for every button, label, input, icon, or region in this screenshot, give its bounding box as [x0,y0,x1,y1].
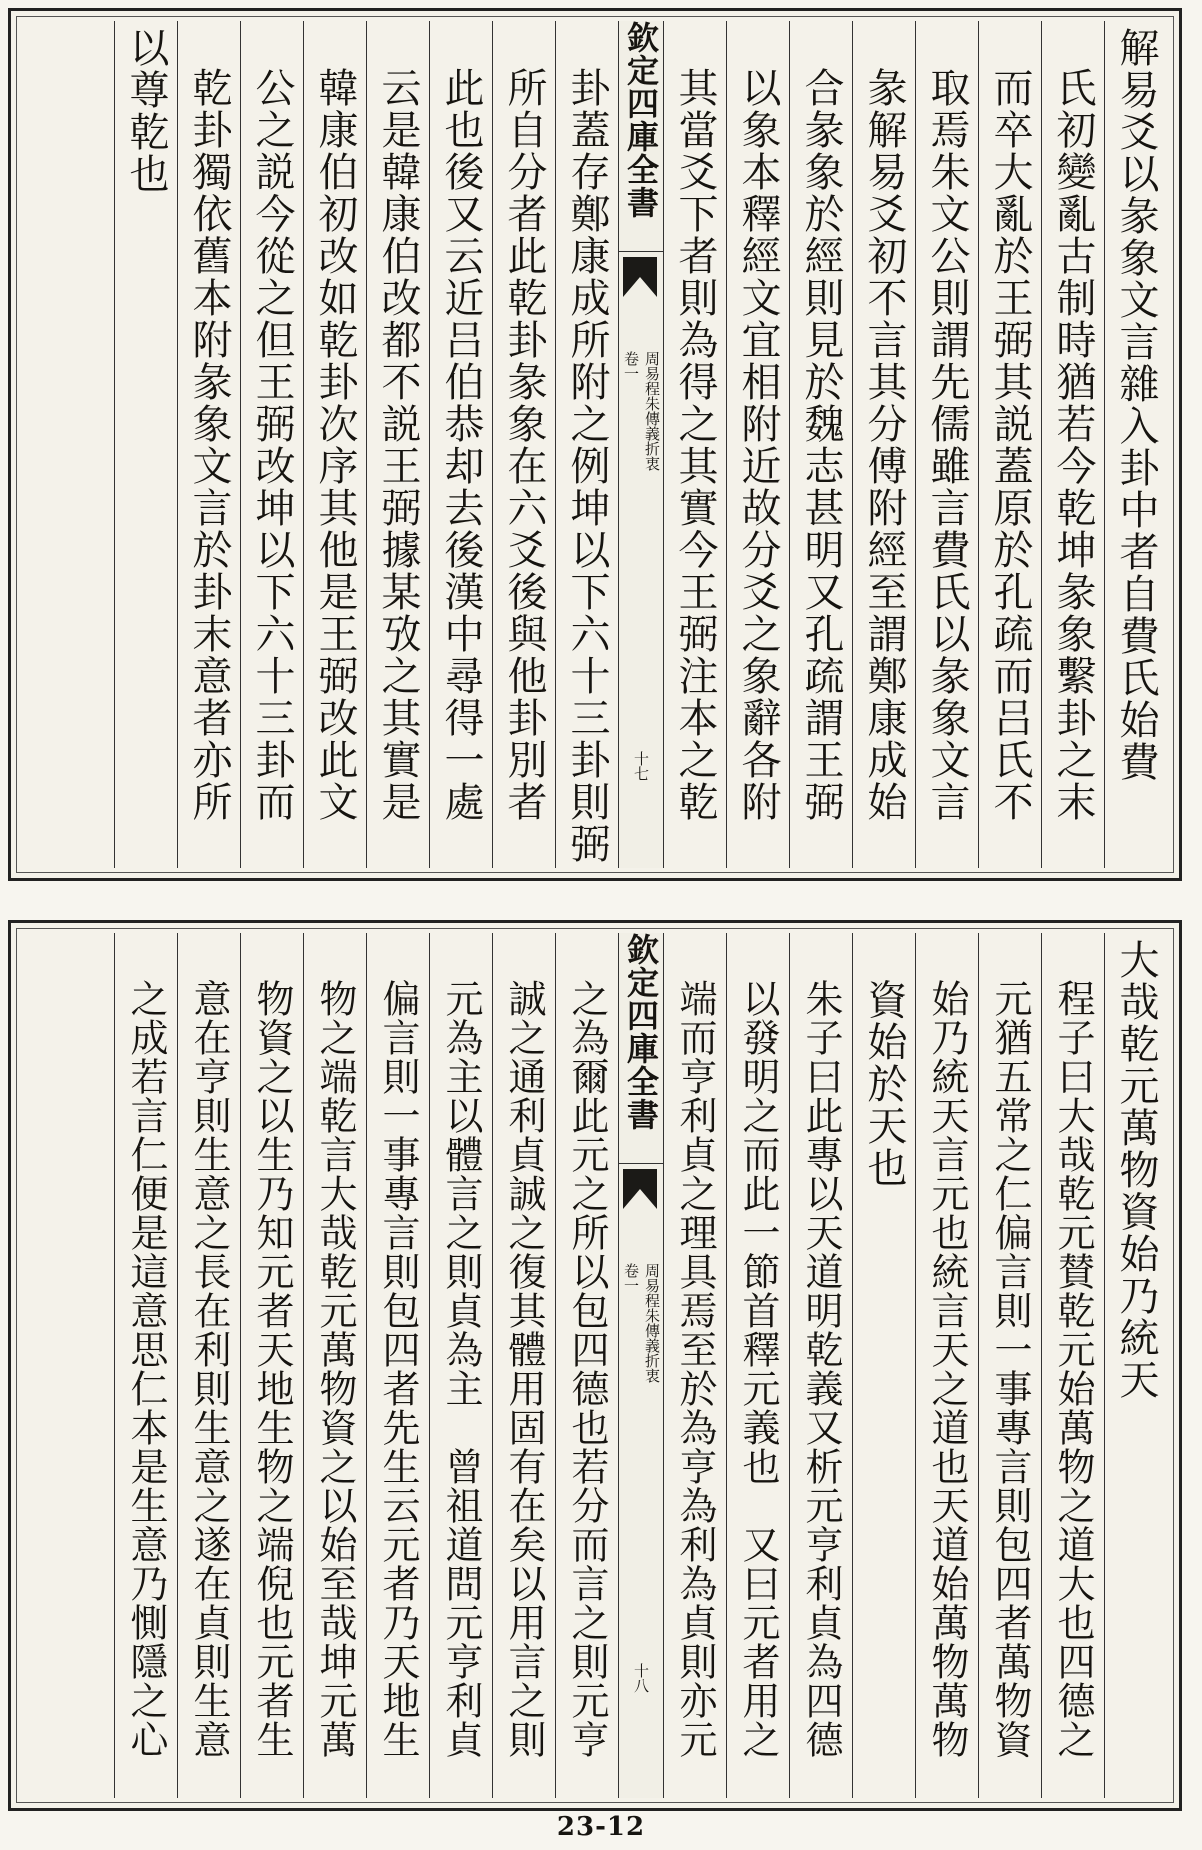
text-column: 大哉乾元萬物資始乃統天 [1104,933,1167,1798]
text-column: 其當爻下者則為得之其實今王弼注本之乾 [663,21,726,868]
text-column: 物資之以生乃知元者天地生物之端倪也元者生 [240,933,303,1798]
center-book-title: 周易程朱傳義折衷 [643,1263,661,1383]
page-top-columns [23,21,1167,868]
text-column: 而卒大亂於王弼其説蓋原於孔疏而吕氏不 [978,21,1041,868]
text-column: 誠之通利貞誠之復其體用固有在矣以用言之則 [492,933,555,1798]
center-fold [618,933,663,1798]
text-column: 彖解易爻初不言其分傅附經至謂鄭康成始 [852,21,915,868]
text-column: 以象本釋經文宜相附近故分爻之象辭各附 [726,21,789,868]
text-column: 意在亨則生意之長在利則生意之遂在貞則生意 [177,933,240,1798]
page-bottom [8,920,1182,1811]
center-folio: 十七 [632,751,650,781]
text-column: 端而亨利貞之理具焉至於為亨為利為貞則亦元 [663,933,726,1798]
text-column: 資始於天也 [852,933,915,1798]
text-column: 合彖象於經則見於魏志甚明又孔疏謂王弼 [789,21,852,868]
text-column: 程子曰大哉乾元賛乾元始萬物之道大也四德之 [1041,933,1104,1798]
text-column: 以發明之而此一節首釋元義也 又曰元者用之 [726,933,789,1798]
page-number: 23-12 [556,1812,646,1842]
text-column: 物之端乾言大哉乾元萬物資之以始至哉坤元萬 [303,933,366,1798]
text-column: 之成若言仁便是這意思仁本是生意乃惻隱之心 [114,933,177,1798]
text-column: 取焉朱文公則謂先儒雖言費氏以彖象文言 [915,21,978,868]
text-column: 此也後又云近吕伯恭却去後漢中尋得一處 [429,21,492,868]
text-column: 卦蓋存鄭康成所附之例坤以下六十三卦則弼 [555,21,618,868]
center-title: 欽定四庫全書 [619,933,663,1164]
text-column: 氏初變亂古制時猶若今乾坤彖象繫卦之末 [1041,21,1104,868]
text-column: 以尊乾也 [114,21,177,868]
center-volume: 卷一 [622,1263,640,1293]
text-column: 公之説今從之但王弼改坤以下六十三卦而 [240,21,303,868]
center-fold [618,21,663,868]
text-column: 朱子曰此專以天道明乾義又析元亨利貞為四德 [789,933,852,1798]
text-column: 韓康伯初改如乾卦次序其他是王弼改此文 [303,21,366,868]
center-volume: 卷一 [622,351,640,381]
center-folio: 十八 [632,1663,650,1693]
page-top [8,8,1182,881]
text-column: 乾卦獨依舊本附彖象文言於卦末意者亦所 [177,21,240,868]
text-column: 元猶五常之仁偏言則一事專言則包四者萬物資 [978,933,1041,1798]
text-column: 偏言則一事專言則包四者先生云元者乃天地生 [366,933,429,1798]
fish-tail-mark-icon [623,1169,657,1209]
text-column: 始乃統天言元也統言天之道也天道始萬物萬物 [915,933,978,1798]
text-column: 解易爻以彖象文言雜入卦中者自費氏始費 [1104,21,1167,868]
text-column: 所自分者此乾卦彖象在六爻後與他卦別者 [492,21,555,868]
center-title: 欽定四庫全書 [619,21,663,252]
page-bottom-columns [23,933,1167,1798]
center-book-title: 周易程朱傳義折衷 [643,351,661,471]
text-column: 之為爾此元之所以包四德也若分而言之則元亨 [555,933,618,1798]
text-column: 云是韓康伯改都不説王弼據某攷之其實是 [366,21,429,868]
text-column: 元為主以體言之則貞為主 曾祖道問元亨利貞 [429,933,492,1798]
fish-tail-mark-icon [623,257,657,297]
